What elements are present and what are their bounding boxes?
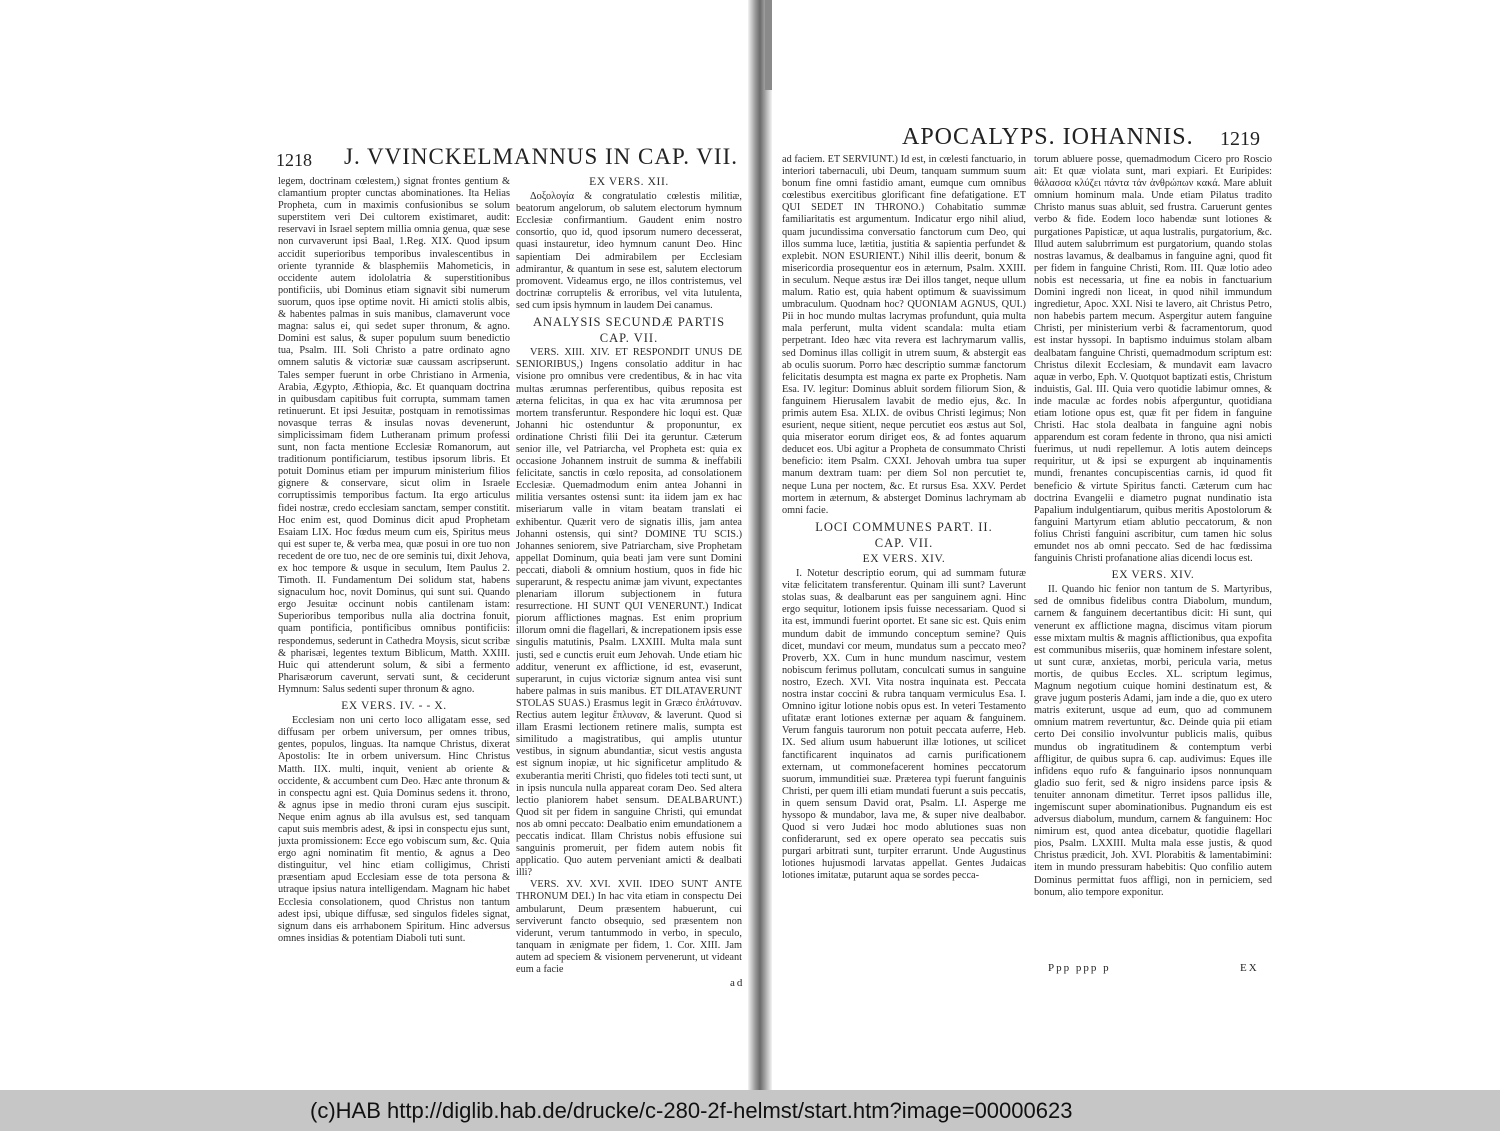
paragraph: Δοξολογία & congratulatio cœlestis militiæ, beatorum angelorum, ob salutem electorum hymnum Ecclesiæ confirmantium. Gaudent enim nostro consortio, quo id, quod ipsorum numero decesserat, quasi instauretur, ideo hymnum canunt Deo. Hinc sapientiam Dei admirabilem per Ecclesiam admirantur, & quantum in sese est, salutem electorum promovent. Videamus ergo, ne illos contristemus, vel doctrinæ corruptelis & erroribus, vel vita lutulenta, sed cum ipsis hymnum in laudem Dei canamus.	[516, 191, 742, 311]
paragraph: ad faciem. ET SERVIUNT.) Id est, in cœlesti fanctuario, in interiori tabernaculi, ubi Deum, tanquam summum suum bonum fine omni fastidio amant, eumque cum omnibus cœlestibus exercitibus glorificant fine defatigatione. ET QUI SEDET IN THRONO.) Cohabitatio summæ familiaritatis est argumentum. Indicatur ergo nihil aliud, quam jucundissima conversatio fanctorum cum Deo, qui illos summa luce, lætitia, justitia & sapientia perfundet & explebit. NON ESURIENT.) Nihil illis deerit, bonum & misericordia prosequentur eos in æternum, Psalm. XXIII. in seculum. Neque æstus iræ Dei illos tanget, neque ullum malum. Ratio est, quia habent optimum & suavissimum umbraculum. Quodnam hoc? QUONIAM AGNUS, QUI.) Pii in hoc mundo multas lacrymas profundunt, quia multa mala perferunt, multa vident scandala: multa etiam perpetrant. Ideo hæc vita revera est lachrymarum vallis, sed Dominus illas colligit in utrem suum, & abstergit eas ab oculis suorum. Porro hæc descriptio summæ fanctorum felicitatis desumpta est magna ex parte ex Prophetis. Nam Esa. IV. legitur: Dominus abluit sordem filiorum Sion, & fanguinem Hierusalem lavabit de medio ejus, &c. In primis autem Esa. XLIX. de ovibus Christi legimus; Non esurient, neque sitient, neque percutiet eos æstus aut Sol, quia miserator eorum diriget eos, & ad fontes aquarum deducet eos. Ubi agitur a Propheta de consummato Christi beneficio: item Psalm. CXXI. Jehovah umbra tua super manum dextram tuam: per diem Sol non percutiet te, neque Luna per noctem, &c. Et rursus Esa. XXV. Perdet mortem in æternum, & absterget Dominus lachrymam ab omni facie.	[782, 154, 1026, 516]
paragraph: torum abluere posse, quemadmodum Cicero pro Roscio ait: Et quæ violata sunt, mari expiari. Et Euripides: θάλασσα κλύζει πάντα τἀν ἀνθρώπων κακά. Mare abluit omnium hominum mala. Unde etiam Pilatus tradito Christo manus suas abluit, sed frustra. Caruerunt gentes verbo & fide. Eodem loco habendæ sunt lotiones & purgationes Papisticæ, ut aqua lustralis, purgatorium, &c. Illud autem salubrrimum est purgatorium, quando stolas nostras lavamus, & dealbamus in fanguine agni, quod fit per fidem in fanguine Christi, Rom. III. Quæ lotio adeo nobis est necessaria, ut fine ea nobis in fanctuarium Domini ingredi non liceat, in quod nihil immundum ingredietur, Apoc. XXI. Nisi te lavero, ait Christus Petro, non habebis partem mecum. Aspergitur autem fanguine Christi, per ministerium verbi & facramentorum, quod est instar hyssopi. In baptismo induimus stolam albam dealbatam fanguine Christi, quemadmodum scriptum est: Christus dilexit Ecclesiam, & mundavit eam lavacro aquæ in verbo, Eph. V. Quotquot baptizati estis, Christum induistis, Gal. III. Quia vero quotidie labimur omnes, & inde maculæ ac fordes nobis afperguntur, quotidiana etiam lotione opus est, quæ fit per fidem in fanguine Christi. Hac stola dealbata in fanguine agni nobis apparendum est coram fedente in throno, qua nisi amicti fuerimus, ut nudi repellemur. A lotis autem deinceps requiritur, ut & ipsi se expurgent ab inquinamentis mundi, frenantes concupiscentias carnis, id quod fit beneficio & virtute Spiritus fancti. Cæterum cum hac doctrina Evangelii e diametro pugnat nundinatio ista Papalium indulgentiarum, quibus meritis Apostolorum & fanguini Martyrum etiam ablutio peccatorum, & non folius Christi fanguini ascribitur, cum tamen hic solus emundet nos ab omni peccato. Sed de hac fœdissima fanguinis Christi profanatione alias dicendi locus est.	[1034, 154, 1272, 565]
section-heading: EX VERS. XII.	[589, 176, 669, 188]
right-page-number: 1219	[1220, 128, 1260, 150]
section-heading: LOCI COMMUNES PART. II.	[815, 519, 993, 534]
catchword: EX	[1240, 962, 1259, 974]
paragraph: II. Quando hic fenior non tantum de S. Martyribus, sed de omnibus fidelibus contra Diabolum, mundum, carnem & fanguinem decertantibus dicit: Hi sunt, qui venerunt ex afflictione magna, discimus vitam piorum esse mixtam multis & magnis afflictionibus, qua expofita est communibus miseriis, quæ hominem infestare solent, ut sunt curæ, anxietas, morbi, pericula varia, metus mortis, de quibus Eccles. XL. scriptum legimus, Magnum negotium cuique homini destinatum est, & grave jugum posteris Adami, jam inde a die, quo ex utero matris exiterunt, usque ad eum, quo ad communem omnium matrem revertuntur, &c. Deinde quia pii etiam certo Dei consilio involvuntur publicis malis, quibus mundus ob ingratitudinem & contemptum verbi affligitur, de quibus supra 6. cap. audivimus: Eques ille infidens equo rufo & fanguinario ipsos nonnunquam gladio suo ferit, sed & nigro insidens parce ipsis & tenuiter annonam dimetitur. Terret ipsos pallidus ille, ingemiscunt super abominationibus. Pugnandum eis est adversus diabolum, mundum, carnem & fanguinem: Hoc nimirum est, quod antea dicebatur, quotidie flagellari pios, Psalm. LXXIII. Multa mala esse justis, & quod Christus prædicit, Joh. XVI. Plorabitis & lamentabimini: item in mundo pressuram habebitis: Quo confilio autem Dominus permittat fuos affligi, non in perniciem, sed bonum, alio tempore exponitur.	[1034, 584, 1272, 898]
left-column-1	[278, 176, 510, 981]
credit-footer: (c)HAB http://diglib.hab.de/drucke/c-280-2f-helmst/start.htm?image=00000623	[0, 1090, 1500, 1131]
paragraph: Ecclesiam non uni certo loco alligatam esse, sed diffusam per orbem universum, per omnes tribus, gentes, populos, linguas. Ita namque Christus, dixerat Apostolis: Ite in orbem universum. Hinc Christus Matth. IIX. multi, inquit, venient ab oriente & occidente, & accumbent cum Deo. Hæc ante thronum & in conspectu agni est. Quia Dominus sedens it. throno, & agnus ipse in medio throni curam ejus suscipit. Neque enim agnus ab illa avulsus est, sed tanquam caput suis membris adest, & ipsi in conspectu ejus sunt, juxta promissionem: Ecce ego vobiscum sum, &c. Quia ergo agni nominatim fit mentio, & agnus a Deo distinguitur, vel hinc etiam colligimus, Christi præsentiam apud Ecclesiam esse de tota persona & utraque ipsius natura intelligendam. Magnam hic habet Ecclesia consolationem, quod Christus non tantum adest ipsi, ubique diffusæ, sed singulos fideles signat, signum dans eis arrhabonem Spiritum. Hinc adversus omnes insidias & potentiam Diaboli tuti sunt.	[278, 715, 510, 944]
right-running-head: APOCALYPS. IOHANNIS.	[902, 124, 1194, 150]
right-column-2	[1034, 154, 1272, 964]
left-column-2	[516, 172, 745, 989]
left-page	[0, 0, 748, 1090]
book-gutter	[748, 0, 772, 1090]
paragraph: legem, doctrinam cœlestem,) signat frontes gentium & clamantium propter cunctas abominationes. Ita Helias Propheta, cum in maximis confusionibus se solum superstitem veri Dei cultorem existimaret, audit: reservavi in Israel septem millia omnia genua, quæ sese non curvaverunt ipsi Baal, 1.Reg. XIX. Quod ipsum accidit superioribus temporibus invalescentibus in oriente tyrannide & blasphemiis Mahometicis, in occidente autem idololatria & superstitionibus pontificiis, ubi Dominus etiam signavit sibi numerum suorum, quos ipse optime novit. Hi amicti stolis albis, & habentes palmas in suis manibus, clamaverunt voce magna: salus ei, qui sedet super thronum, & agno. Domini est salus, & super populum suum benedictio tua, Psalm. III. Soli Christo a patre ordinato agno omnem salutis & victoriæ suæ caussam ascripserunt. Tales semper fuerunt in orbe Christiano in Armenia, Arabia, Ægypto, Æthiopia, &c. Et quanquam doctrina in quibusdam capitibus fuit corrupta, summam tamen retinuerunt. Et ipsi Jesuitæ, postquam in remotissimas novasque terras & insulas novas devenerunt, simplicissimam fidem Lutheranam primum professi sunt, non facta mentione Ecclesiæ Romanorum, aut traditionum pontificiarum, testibus ipsorum libris. Et potuit Dominus etiam per impurum ministerium filios gignere & conservare, sicut olim in Israele corruptissimis temporibus factum. Ita ergo articulus fidei nostræ, credo ecclesiam sanctam, semper constitit. Hoc enim est, quod Dominus dicit apud Prophetam Esaiam LIX. Hoc fœdus meum cum eis, Spiritus meus qui est super te, & verba mea, quæ posui in ore tuo non recedent de ore tuo, nec de ore seminis tui, dixit Jehova, ex hoc tempore & usque in seculum, Item Paulus 2. Timoth. II. Fundamentum Dei solidum stat, habens signaculum hoc, novit Dominus, qui sunt sui. Quando ergo Jesuitæ occinunt nobis cantilenam istam: Superioribus temporibus nulla alia doctrina fonuit, quam pontificia, pontificibus omnibus pontificiis: respondemus, sederunt in Cathedra Moysis, sicut scribæ & pharisæi, legentes textum Biblicum, Matth. XXIII. Huic qui attenderunt solum, & sibi a fermento Pharisæorum caverunt, servati sunt, & ceciderunt Hymnum: Salus sedenti super thronum & agno.	[278, 176, 510, 695]
section-heading: EX VERS. IV. - - X.	[341, 700, 447, 713]
right-column-1	[782, 154, 1026, 971]
section-heading: EX VERS. XIV.	[1111, 569, 1195, 582]
section-heading: EX VERS. XIV.	[862, 553, 946, 565]
right-page	[772, 0, 1500, 1090]
section-heading: CAP. VII.	[874, 535, 934, 550]
catchword: ad	[730, 977, 745, 989]
left-page-number: 1218	[276, 150, 312, 170]
paragraph: VERS. XIII. XIV. ET RESPONDIT UNUS DE SENIORIBUS,) Ingens consolatio additur in hac visione pro omnibus vere credentibus, & in hac vita multas ærumnas perferentibus, quibus reposita est æterna felicitas, in qua ex hac vita ærumnosa per mortem transferuntur. Respondere hic loqui est. Quæ Johanni hic ostenduntur & proponuntur, ex ordinatione Christi filii Dei ita geruntur. Cæterum senior ille, vel Patriarcha, vel Propheta est: quia ex occasione Johannem instruit de summa & ineffabili felicitate, sanctis in cœlo reposita, ad consolationem Ecclesiæ. Quemadmodum enim antea Johanni in militia versantes ostensi sunt: ita iidem jam ex hac miseriarum valle in vitam beatam translati ei exhibentur. Quærit vero de signatis illis, jam antea Johanni ostensis, qui sint? DOMINE TU SCIS.) Johannes seniorem, sive Patriarcham, sive Prophetam appellat Dominum, quia beati jam vere sunt Domini peccati, diaboli & omnium hostium, quos in fide hic superarunt, & respectu animæ jam vivunt, expectantes plenariam illorum subjectionem in futura resurrectione. HI SUNT QUI VENERUNT.) Indicat piorum afflictiones magnas. Est enim proprium illorum omni die flagellari, & increpationem ipsis esse singulis matutinis, Psalm. LXXIII. Multa mala sunt justi, sed e cunctis eruit eum Jehovah. Unde etiam hic additur, venerunt ex afflictione, id est, evaserunt, superarunt, in cujus victoriæ signum antea visi sunt habere palmas in suis manibus. ET DILATAVERUNT STOLAS SUAS.) Erasmus legit in Græco ἐπλάτυναν. Rectius autem legitur ἔπλυναν, & laverunt. Quod si illam Erasmi lectionem retinere malis, sumpta est similitudo a magistratibus, qui amplis utuntur vestibus, in signum abundantiæ, sicut vestis angusta est signum inopiæ, ut hic significetur amplitudo & exuberantia meriti Christi, quo fideles toti tecti sunt, ut in ipsis nuncula nulla appareat coram Deo. Sed altera lectio planiorem habet sensum. DEALBARUNT.) Quod sit per fidem in sanguine Christi, qui emundat nos ab omni peccato: Dealbatio enim emundationem a peccatis indicat. Illam Christus nobis effusione sui sanguinis promeruit, per fidem autem nobis fit applicatio. Quo autem perveniant amicti & dealbati illi?	[516, 347, 742, 879]
paragraph: I. Notetur descriptio eorum, qui ad summam futuræ vitæ felicitatem transferentur. Quinam illi sunt? Laverunt stolas suas, & dealbarunt eas per sanguinem agni. Hinc ergo sequitur, lotionem ipsis fuisse necessariam. Quod si ita est, immundi fuerint oportet. Et sane sic est. Quis enim mundum dabit de immundo conceptum semine? Quis dicet, mundavi cor meum, mundatus sum a peccato meo? Proverb, XX. Cum in hunc mundum nascimur, vestem nobiscum ferimus pollutam, conculcati sumus in sanguine nostro, Ezech. XVI. Vita nostra inquinata est. Peccata nostra instar coccini & rubra tanquam vermiculus Esa. I. Omnino igitur lotione nobis opus est. In veteri Testamento ufitatæ erant lotiones externæ per aquam & fanguinem. Verum fanguis taurorum non potuit peccata auferre, Heb. IX. Sed alium usum habuerunt illæ lotiones, ut scilicet fanctificarent inquinatos ad carnis purificationem externam, ut commonefacerent homines peccatorum suorum, immunditiei suæ. Præterea typi fuerunt fanguinis Christi, per quem illi etiam mundati fuerunt a suis peccatis, in quem sensum David orat, Psalm. LI. Asperge me hyssopo & mundabor, lava me, & super nive dealbabor. Quod si vero Judæi hoc modo ablutiones suas non confiderarunt, sed ex opere operato sea peccatis suis purgari arbitrati sunt, turpiter errarunt. Unde Augustinus lotiones hujusmodi larvatas appellat. Gentes Judaicas lotiones imitatæ, putarunt aqua se sordes pecca-	[782, 568, 1026, 882]
signature-mark: Ppp ppp p	[1048, 962, 1111, 974]
section-heading: CAP. VII.	[599, 331, 659, 346]
section-heading: ANALYSIS SECUNDÆ PARTIS	[532, 315, 726, 330]
left-running-head: J. VVINCKELMANNUS IN CAP. VII.	[344, 144, 738, 169]
paragraph: VERS. XV. XVI. XVII. IDEO SUNT ANTE THRONUM DEI.) In hac vita etiam in conspectu Dei ambularunt, Deum præsentem habuerunt, cui serviverunt fancto obsequio, sed præsentem non viderunt, verum tantummodo in verbo, in speculo, tanquam in ænigmate per fidem, 1. Cor. XIII. Jam autem ad speciem & visionem pervenerunt, ut videant eum a facie	[516, 879, 742, 975]
